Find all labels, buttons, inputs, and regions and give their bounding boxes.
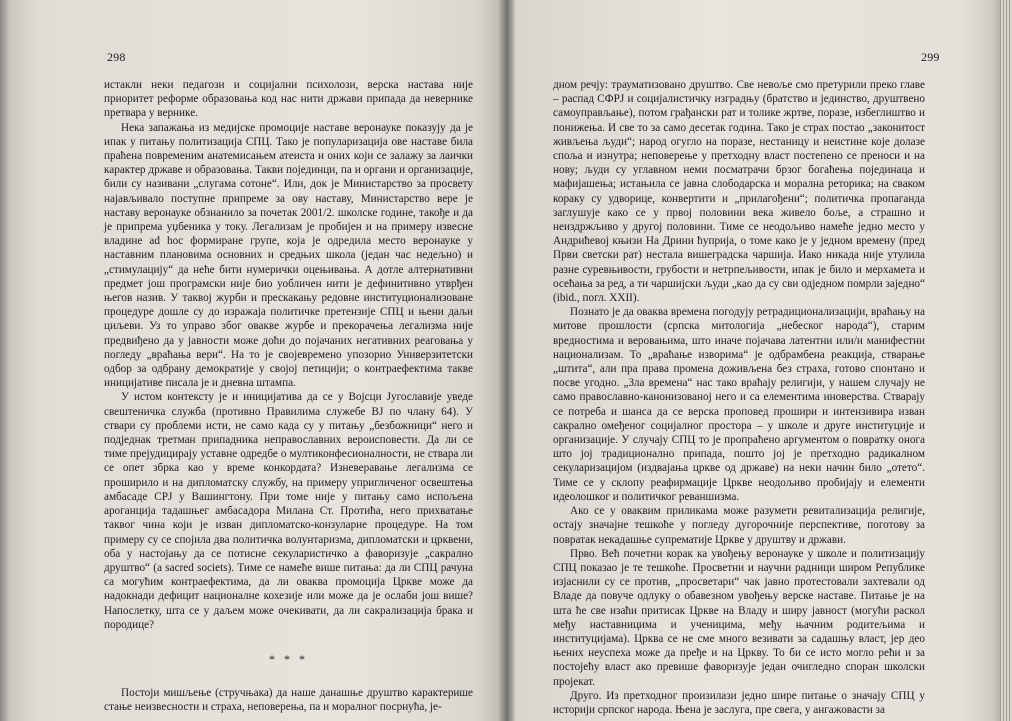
book-gutter (498, 0, 516, 721)
right-page (506, 0, 1012, 721)
right-paragraph-3: Ако се у оваквим приликама може разумети ревитализација религије, остају значајне тешкоће у погледу дугорочније перспективе, поготову за повратак некадашње супрематије Цркве у друштву и држави. (553, 505, 925, 546)
left-page-body (104, 78, 473, 715)
left-paragraph-1: истакли неки педагози и социјални психолози, верска настава није приоритет реформе образовања код нас нити држави припада да невернике претвара у вернике. (104, 79, 473, 120)
right-paragraph-5: Друго. Из претходног произилази једно шире питање о значају СПЦ у историји српског народа. Њена је заслуга, пре свега, у ангажовасти за (553, 689, 925, 716)
right-page-body (553, 78, 925, 717)
left-paragraph-3: У истом контексту је и иницијатива да се у Војсци Југославије уведе свештеничка служба (противно Правилима служебе ВЈ по члану 64). У ствари су проблеми исти, не само када су у питању „безбожници“ него и подједнак третман припадника неправославних вероисповести. Да ли се тиме прејудицирају уставне одредбе о мултиконфесионалности, не ствара ли се опет збрка као у време конкордата? Изневеравање легализма се проширило и на дипломатску службу, на примеру упригличеног освештења амбасаде СРЈ у Вашингтону. При томе није у питању само испољена ароганција тадашњег амбасадора Милана Ст. Протића, него прихватање таквог чина који је изван дипломатско-конзуларне процедуре. На том примеру су се спојила два политичка волунтаризма, дипломатски и црквени, оба у настојању да се потисне секуларистичко а фаворизује „сакрално друштво“ (a sacred societs). Тиме се намеће више питања: да ли СПЦ рачуна са могућим контраефектима, да ли оваква промоција Цркве може да надокнади дефицит националне кохезије или може да је ослаби још више? Напослетку, шта се у даљем може очекивати, да ли сакрализација брака и породице? (104, 391, 473, 631)
left-paragraph-closing: Постоји мишљење (стручњака) да наше данашње друштво карактерише стање неизвесности и страха, неповерења, па и моралног посрнућа, је- (104, 687, 473, 714)
section-separator: * * * (269, 651, 308, 666)
right-paragraph-1: дном речју: трауматизовано друштво. Све невоље смо претурили преко главе – распад СФРЈ и социјалистичку изградњу (братство и јединство, друштвено самоуправљање), потом грађански рат и толике жртве, поразе, избеглиштво и понижења. И све то за само десетак година. Тако је страх постао „законитост живљења људи“; народ огугло на порaзе, нестаницу и неистине које долазе споља и изнутра; неповерење у претходну власт постепено се преноси и на нову; људи су углавном неми посматрачи брзог богаћења појединаца и мафијашења; истањила се јавна слободарска и морална реторика; на сваком кораку су удворице, конвертити и „прилагођени“; политичка пропаганда заглушује како се у првој половини века живело боље, а страшно и неиздржљиво у другој половини. Тиме се неодољиво намеће једно место у Андрићевој књизи На Дрини ћуприја, о томе како је у једном времену (пред Први светски рат) нестала вишеградска чаршија. Иако никада није утулила разне суревњивости, грубости и нетрпељивости, ипак је било и мерхамета и осећања за ред, а ти чаршијски људи „као да су сви одједном помрли заједно“ (ibid., погл. XXII). (553, 79, 925, 305)
right-page-number: 299 (921, 50, 940, 64)
right-paragraph-2: Познато је да оваква времена погодују ретрадиционализацији, враћању на митове прошлости (српска митологија „небеског народа“), старим вредностима и веровањима, што иначе појачава латентни или/и манифестни национализам. То „враћање изворима“ је одбрамбена реакција, стварање „штита“, али пра права промена доживљена без страха, готово спонтано и посве угодно. „Зла времена“ нас тако враћају религији, у нашем случају не само православно-канонизованој него и са елементима иноверства. Стварају се потреба и шанса да се верска проповед прошири и интензивира изван сакрално омеђеног социјалног простора – у школе и друге институције и организације. У случају СПЦ то је пропраћено аргументом о повратку онога што јој традиционално припада, пошто јој је претходно радикалном секуларизацијом (издвајања цркве од државе) на неки начин било „отето“. Тиме се у склопу реафирмације Цркве неодољиво пробијају и елементи идеолошког и политичког реваншизма. (553, 306, 925, 503)
left-page-number: 298 (107, 50, 126, 64)
right-paragraph-4: Прво. Већ почетни корак ка увођењу веронауке у школе и политизацију СПЦ показао је те тешкоће. Просветни и научни радници широм Републике изјаснили су се против, „просветари“ чак јавно протестовали захтевали од Владе да повуче одлуку о обавезном увођењу верске наставе. Питање је на шта ће све изаћи притисак Цркве на Владу и ширу јавност (могући раскол међу наставницима и ученицима, међу њачним родитељима и институцијама). Црква се не сме много везивати за садашњу власт, јер део њених неуспеха може да пређе и на Цркву. То би се исто могло рећи и за постојећу власт ако превише фаворизује један очигледно споран школски пројекат. (553, 547, 925, 688)
left-paragraph-2: Нека запажања из медијске промоције наставе веронауке показују да је ипак у питању политизација СПЦ. Тако је популаризација ове наставе била праћена повременим анатемисањем атеиста и оних који се залажу за лаички карактер државе и образовања. Такви појединци, па и органи и организације, били су називани „слугама сотоне“. Или, док је Министарство за просвету најављивало поступне припреме за ову наставу, Министарство вере је наставу веронауке обзнанило за почетак 2001/2. школске године, такође и да је припрема уџбеника у току. Легализам је пробијен и на примеру извесне владине ad hoc формиране групе, која је одредила место веронауке у наставним плановима основних и средњих школа (један час недељно) и „стимулацију“ да неће бити нумерички оцењивања. А дотле алтернативни предмет још програмски није био уобличен нити је дефинитивно утврђен његов назив. У таквој журби и прескакању редовне институционализоване процедуре дошле су до изражаја политичке претензије СПЦ и њени даљи циљеви. Уз то управо због овакве журбе и прекорачења легализма није предвиђено да у јавности може доћи до појачаних негативних реаговања у погледу „враћања вери“. На то је својевремено упозорио Универзитетски одбор за одбрану демократије у својој петицији; о контраефектима такве иницијативе писала је и дневна штампа. (104, 121, 473, 390)
page-edge-stack (1000, 0, 1012, 721)
